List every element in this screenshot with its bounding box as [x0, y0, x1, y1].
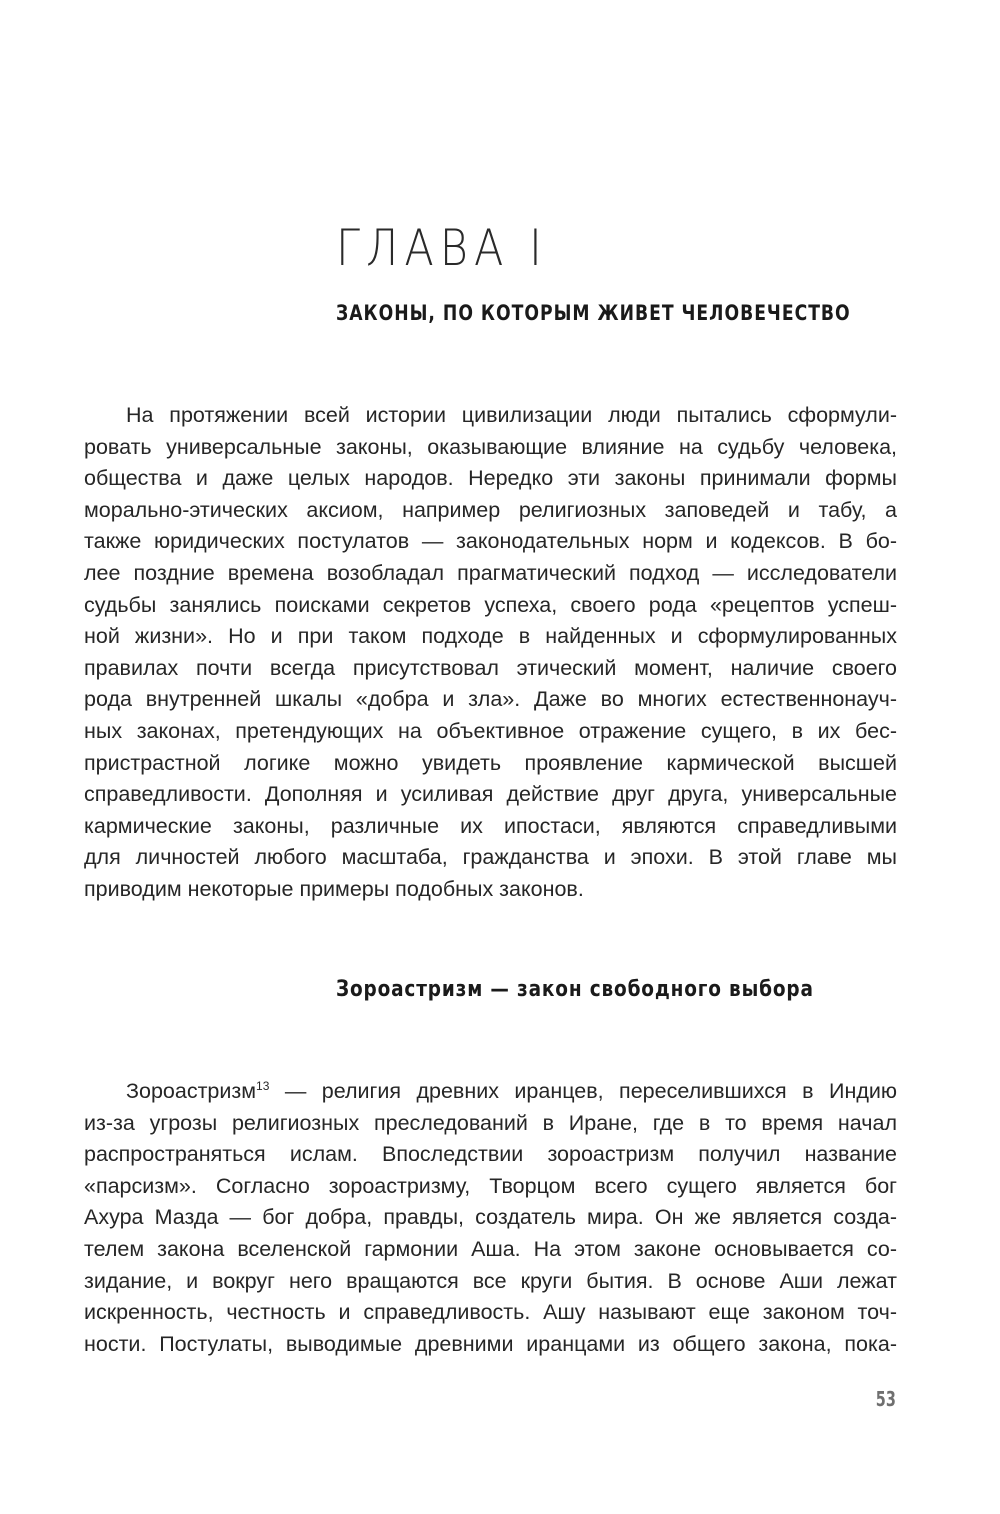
text-line: зидание, и вокруг него вращаются все круги бытия. В основе Аши лежат — [84, 1268, 897, 1293]
text-line: из-за угрозы религиозных преследований в Иране, где в то время начал — [84, 1110, 897, 1135]
text-line: приводим некоторые примеры подобных законов. — [84, 876, 584, 901]
text-line: для личностей любого масштаба, гражданства и эпохи. В этой главе мы — [84, 845, 897, 870]
text-line: пристрастной логике можно увидеть проявление кармической высшей — [84, 750, 897, 775]
text-line: «парсизм». Согласно зороастризму, Творцом всего сущего является бог — [84, 1173, 897, 1198]
text-line: правилах почти всегда присутствовал этический момент, наличие своего — [84, 655, 897, 680]
text-line: На протяжении всей истории цивилизации люди пытались сформули- — [126, 403, 897, 427]
text-line: ной жизни». Но и при таком подходе в найденных и сформулированных — [84, 624, 897, 649]
intro-paragraph — [84, 400, 897, 906]
zoroastrianism-paragraph — [84, 1076, 897, 1360]
term: Зороастризм — [126, 1079, 257, 1103]
text-line: ности. Постулаты, выводимые древними иранцами из общего закона, пока- — [84, 1331, 897, 1356]
text-span: — религия древних иранцев, переселившихся в Индию — [269, 1079, 897, 1103]
text-line: ровать универсальные законы, оказывающие влияние на судьбу человека, — [84, 434, 897, 459]
text-line: Ахура Мазда — бог добра, правды, создатель мира. Он же является созда- — [84, 1205, 897, 1230]
text-line: кармические законы, различные их ипостаси, являются справедливыми — [84, 813, 897, 838]
footnote-marker[interactable]: 13 — [256, 1078, 270, 1093]
text-line: общества и даже целых народов. Нередко эти законы принимали формы — [84, 466, 897, 491]
chapter-label: ГЛАВА I — [336, 219, 548, 277]
chapter-title: ЗАКОНЫ, ПО КОТОРЫМ ЖИВЕТ ЧЕЛОВЕЧЕСТВО — [336, 301, 851, 325]
text-line: распространяться ислам. Впоследствии зороастризм получил название — [84, 1142, 897, 1167]
text-line: морально-этических аксиом, например религиозных заповедей и табу, а — [84, 497, 897, 522]
text-line: искренность, честность и справедливость. Ашу называют еще законом точ- — [84, 1300, 897, 1325]
page-number: 53 — [875, 1387, 896, 1411]
text-line: справедливости. Дополняя и усиливая действие друг друга, универсальные — [84, 782, 897, 807]
text-line: судьбы занялись поисками секретов успеха, своего рода «рецептов успеш- — [84, 592, 897, 617]
text-line: лее поздние времена возобладал прагматический подход — исследователи — [84, 560, 897, 585]
text-line: ных законах, претендующих на объективное отражение сущего, в их бес- — [84, 718, 897, 743]
text-line-first — [84, 1076, 897, 1108]
section-title: Зороастризм — закон свободного выбора — [336, 977, 814, 1002]
text-line: телем закона вселенской гармонии Аша. На этом законе основывается со- — [84, 1236, 897, 1261]
text-line: рода внутренней шкалы «добра и зла». Даже во многих естественнонауч- — [84, 687, 897, 712]
text-line: также юридических постулатов — законодательных норм и кодексов. В бо- — [84, 529, 897, 554]
